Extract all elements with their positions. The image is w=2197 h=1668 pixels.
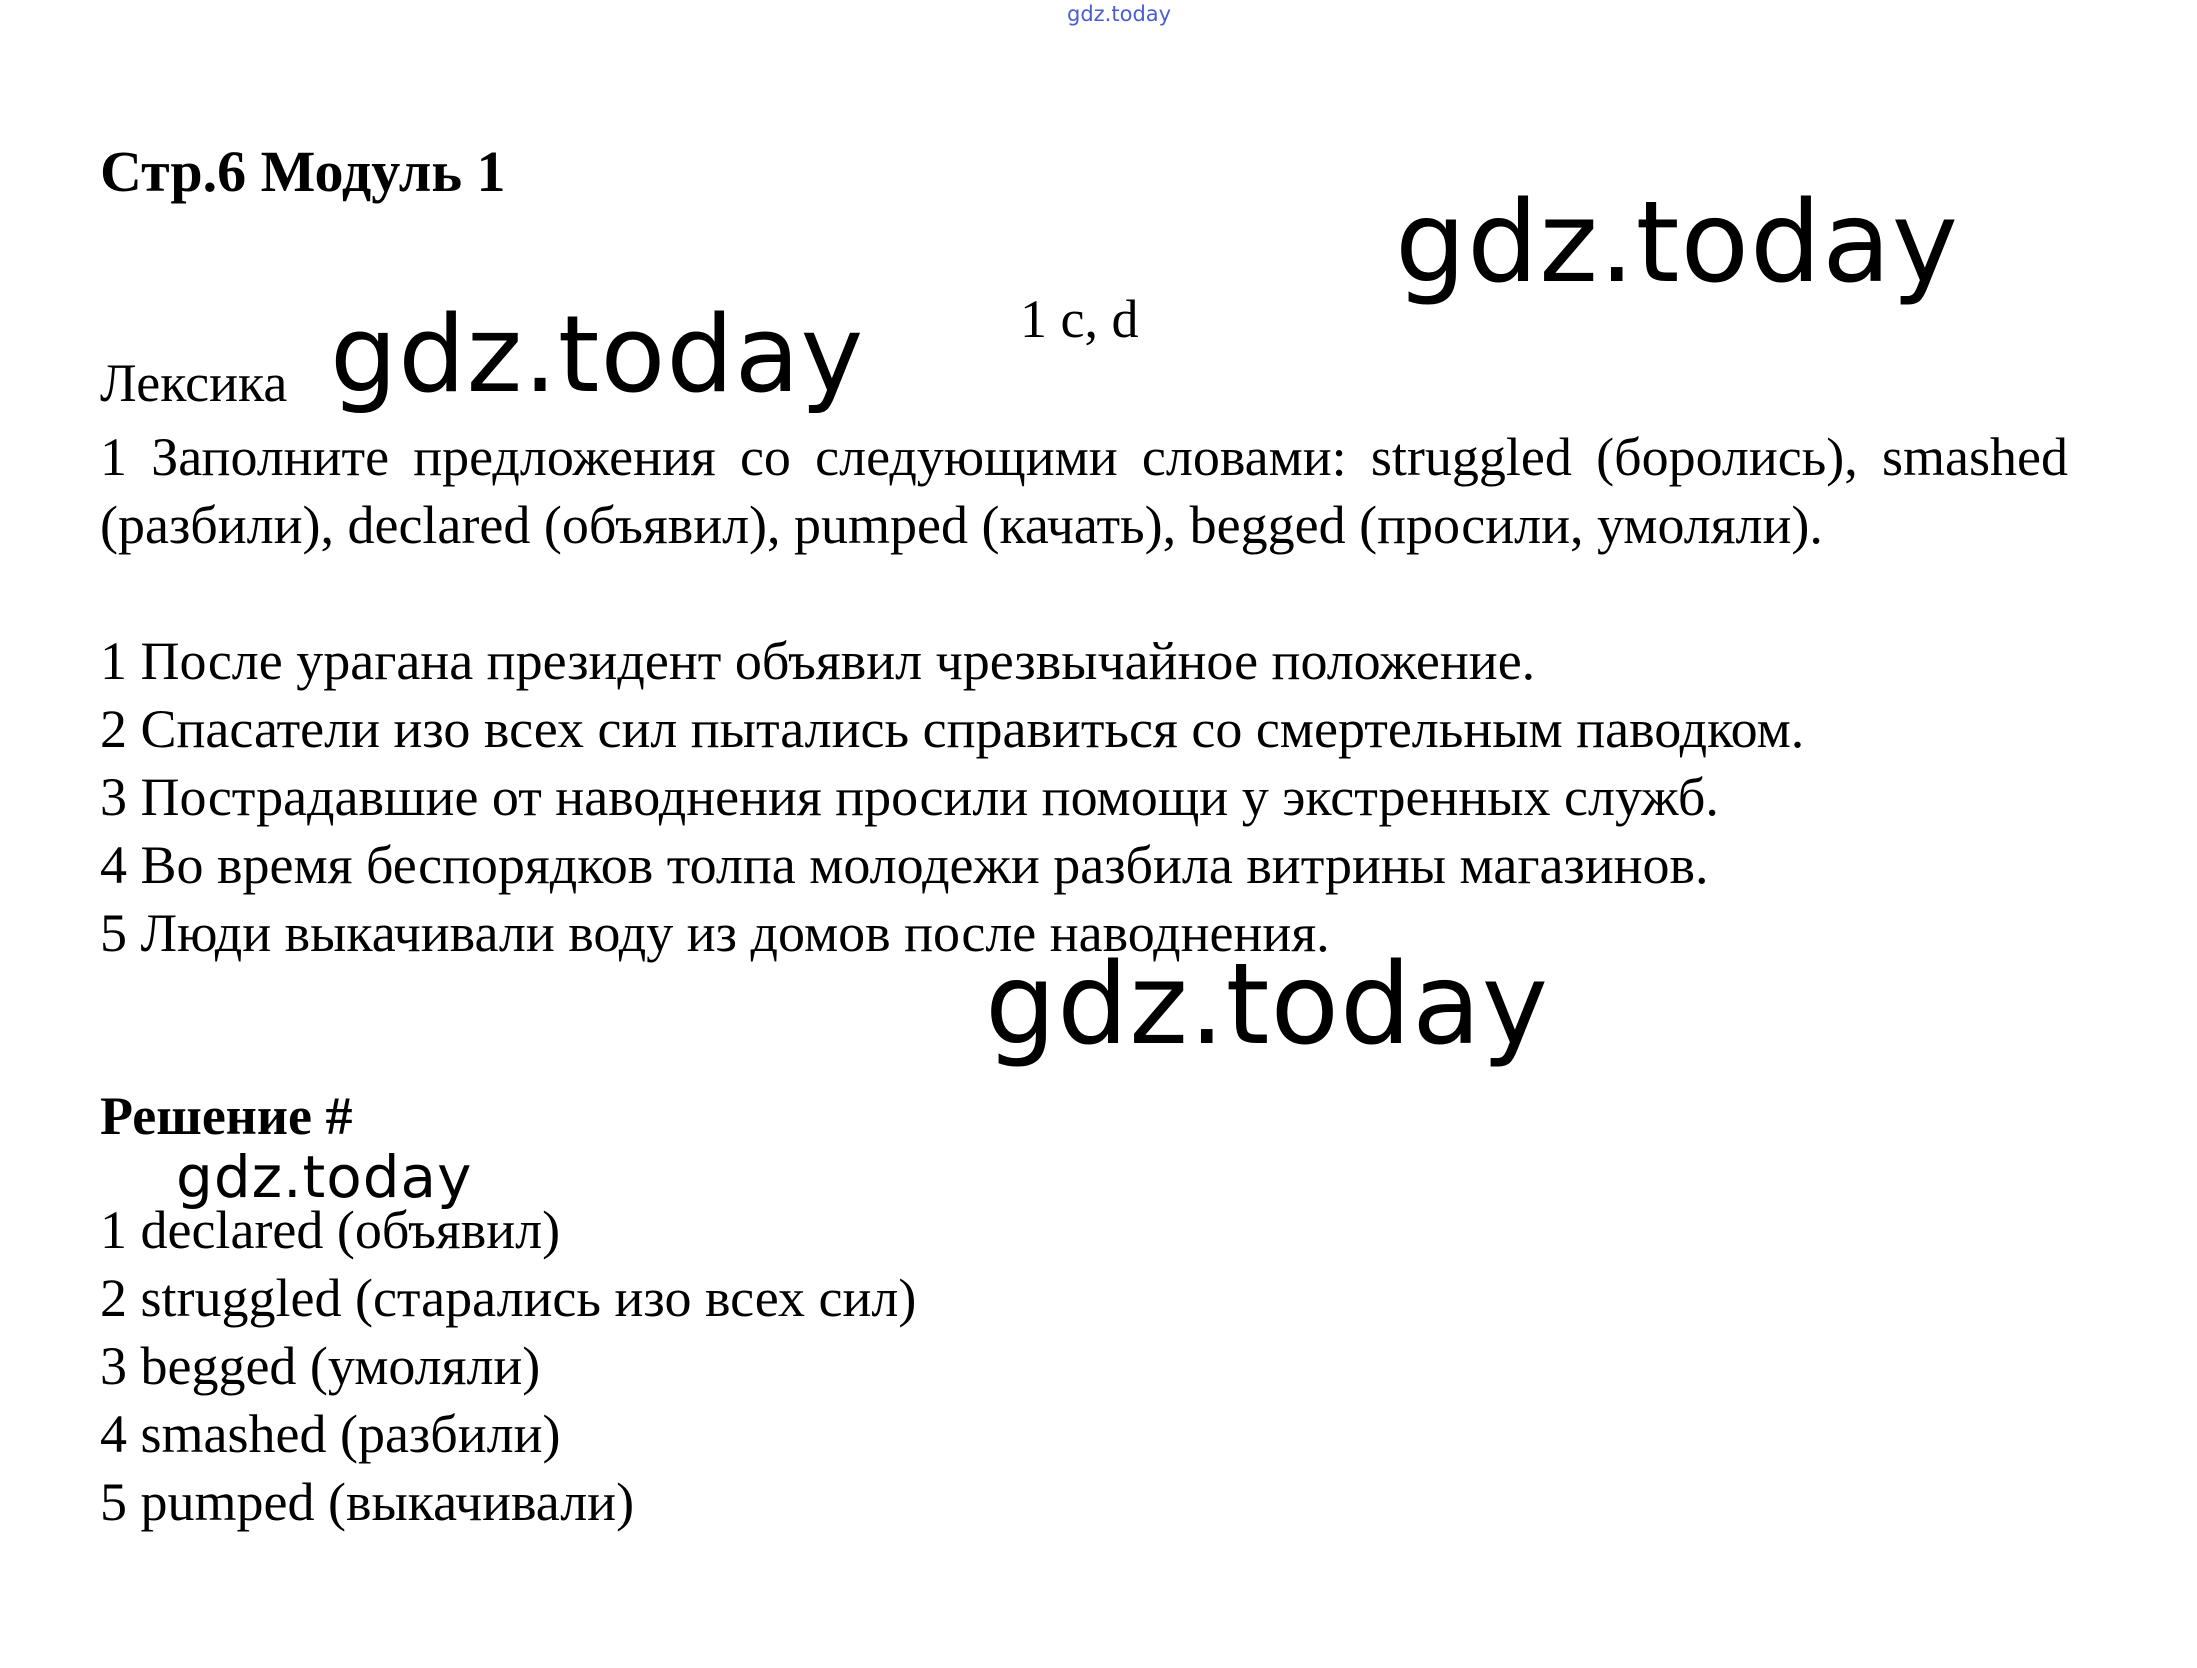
page-module-heading: Стр.6 Модуль 1 — [100, 139, 506, 204]
task-sentence: 3 Пострадавшие от наводнения просили помощи у экстренных служб. — [100, 767, 1719, 827]
task-sentence: 4 Во время беспорядков толпа молодежи разбила витрины магазинов. — [100, 835, 1709, 895]
answer-item: 5 pumped (выкачивали) — [100, 1472, 635, 1532]
answer-item: 2 struggled (старались изо всех сил) — [100, 1268, 917, 1328]
task-sentence: 1 После урагана президент объявил чрезвычайное положение. — [100, 631, 1536, 691]
watermark-near-solution: gdz.today — [176, 1143, 473, 1211]
watermark-middle: gdz.today — [985, 940, 1550, 1070]
answer-item: 3 begged (умоляли) — [100, 1336, 541, 1396]
task-instruction: 1 Заполните предложения со следующими словами: struggled (боролись), smashed (разбили), declared (объявил), pumped (качать), begged (просили, умоляли). — [100, 427, 2068, 555]
watermark-near-section: gdz.today — [330, 293, 865, 416]
solution-answers — [100, 1196, 916, 1536]
answer-item: 4 smashed (разбили) — [100, 1404, 561, 1464]
solution-title: Решение # — [100, 1086, 353, 1146]
watermark-top-right: gdz.today — [1395, 178, 1960, 308]
task-sentence: 2 Спасатели изо всех сил пытались справиться со смертельным паводком. — [100, 699, 1805, 759]
section-label: Лексика — [100, 353, 288, 413]
task-sentence: 5 Люди выкачивали воду из домов после наводнения. — [100, 903, 1330, 963]
answer-item: 1 declared (объявил) — [100, 1200, 561, 1260]
answer-reference: 1 c, d — [1020, 289, 1139, 349]
task-sentences — [100, 627, 1804, 967]
watermark-top-small: gdz.today — [1067, 2, 1172, 26]
